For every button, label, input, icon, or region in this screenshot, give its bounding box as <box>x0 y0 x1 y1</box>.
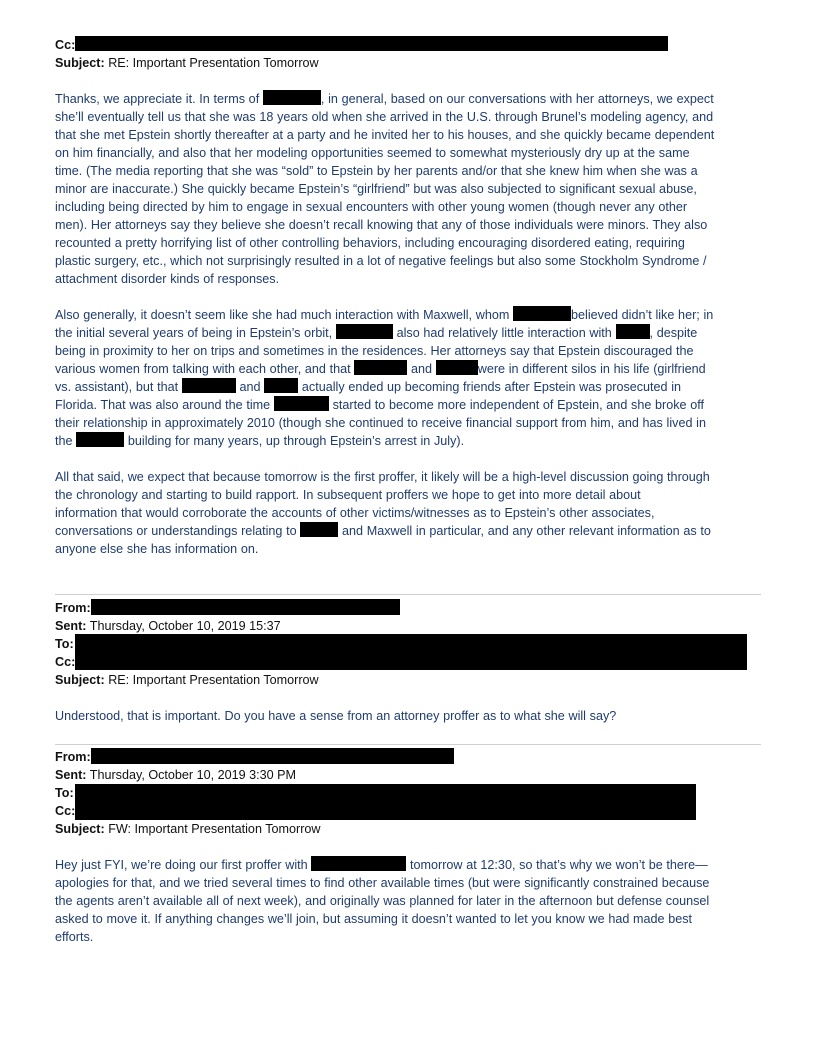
body-line <box>55 90 763 108</box>
from-label: From: <box>55 601 91 615</box>
text-run: their relationship in approximately 2010 (though she continued to receive financial support from him, and has lived in <box>55 416 706 430</box>
body-paragraph-1 <box>55 90 763 288</box>
text-run: the chronology and starting to build rapport. In subsequent proffers we hope to get into more detail about <box>55 488 641 502</box>
text-run: recounted a pretty horrifying list of other controlling behaviors, including encouraging disordered eating, requiring <box>55 236 685 250</box>
text-run: , despite <box>649 326 698 340</box>
from-label: From: <box>55 750 91 764</box>
body-line <box>55 360 763 378</box>
body-line <box>55 910 763 928</box>
body-line <box>55 270 763 288</box>
sent-label: Sent: <box>55 768 87 782</box>
text-run: tomorrow at 12:30, so that’s why we won’t be there— <box>406 858 708 872</box>
body-line <box>55 504 763 522</box>
redaction <box>91 599 400 615</box>
body-line <box>55 928 763 946</box>
text-run: vs. assistant), but that <box>55 380 182 394</box>
text-run: Hey just FYI, we’re doing our first proffer with <box>55 858 312 872</box>
redaction <box>75 36 668 51</box>
text-run: the <box>55 434 77 448</box>
text-run: and Maxwell in particular, and any other relevant information as to <box>338 524 711 538</box>
body-line <box>55 874 763 892</box>
redaction <box>436 360 478 375</box>
body-line <box>55 396 763 414</box>
sent-line <box>55 617 281 635</box>
text-run: also had relatively little interaction with <box>392 326 616 340</box>
text-run: building for many years, up through Epstein’s arrest in July). <box>124 434 465 448</box>
text-run: actually ended up becoming friends after Epstein was prosecuted in <box>298 380 682 394</box>
subject-line <box>55 820 321 838</box>
body-line <box>55 108 763 126</box>
subject-label: Subject: <box>55 822 105 836</box>
subject-value: RE: Important Presentation Tomorrow <box>108 56 319 70</box>
text-run: Florida. That was also around the time <box>55 398 274 412</box>
body-line <box>55 162 763 180</box>
redaction <box>76 432 124 447</box>
text-run: on him financially, and also that her modeling opportunities seemed to somewhat mysteriously dry up at the same <box>55 146 690 160</box>
text-run: Thanks, we appreciate it. In terms of <box>55 92 263 106</box>
text-run: were in different silos in his life (girlfriend <box>477 362 706 376</box>
to-label: To: <box>55 637 74 651</box>
cc-label: Cc: <box>55 804 76 818</box>
text-run: conversations or understandings relating to <box>55 524 301 538</box>
body-line <box>55 180 763 198</box>
text-run: efforts. <box>55 930 94 944</box>
body-line <box>55 198 763 216</box>
subject-label: Subject: <box>55 56 105 70</box>
text-run: being in proximity to her on trips and sometimes in the residences. Her attorneys say that Epstein discouraged the <box>55 344 694 358</box>
text-run: and <box>235 380 265 394</box>
body-line <box>55 378 763 396</box>
redaction <box>264 378 298 393</box>
text-run: asked to move it. If anything changes we’ll join, but assuming it doesn’t wanted to let you know we had made best <box>55 912 693 926</box>
cc-label: Cc: <box>55 655 76 669</box>
body-line <box>55 414 763 432</box>
cc-label: Cc: <box>55 38 76 52</box>
body-paragraph-3 <box>55 468 763 558</box>
body-line <box>55 306 763 324</box>
text-run: that she met Epstein shortly thereafter at a party and he invited her to his houses, and she quickly became dependent <box>55 128 715 142</box>
body-line <box>55 432 763 450</box>
subject-value: FW: Important Presentation Tomorrow <box>108 822 321 836</box>
body-line <box>55 522 763 540</box>
redaction <box>513 306 571 321</box>
to-label: To: <box>55 786 74 800</box>
text-run: she’ll eventually tell us that she was 18 years old when she arrived in the U.S. through Brunel’s modeling agency, and <box>55 110 714 124</box>
cc-line <box>55 36 75 54</box>
text-run: apologies for that, and we tried several times to find other available times (but were significantly constrained because <box>55 876 710 890</box>
body-line: Understood, that is important. Do you have a sense from an attorney proffer as to what she will say? <box>55 709 617 723</box>
text-run: men). Her attorneys say they believe she doesn’t recall knowing that any of those individuals were minors. They also <box>55 218 708 232</box>
text-run: Also generally, it doesn’t seem like she had much interaction with Maxwell, whom <box>55 308 514 322</box>
subject-value: RE: Important Presentation Tomorrow <box>108 673 319 687</box>
redaction <box>311 856 406 871</box>
text-run: various women from talking with each other, and that <box>55 362 355 376</box>
text-run: started to become more independent of Epstein, and she broke off <box>328 398 704 412</box>
text-run: the agents aren’t available all of next week), and originally was planned for later in the afternoon but defense counsel <box>55 894 710 908</box>
subject-line <box>55 54 319 72</box>
text-run: attachment disorder kinds of responses. <box>55 272 280 286</box>
sent-value: Thursday, October 10, 2019 3:30 PM <box>89 768 297 782</box>
email3-body <box>55 856 763 946</box>
body-line <box>55 540 763 558</box>
sent-value: Thursday, October 10, 2019 15:37 <box>89 619 281 633</box>
body-paragraph-2 <box>55 306 763 450</box>
sent-line <box>55 766 296 784</box>
divider <box>55 594 761 595</box>
body-line <box>55 342 763 360</box>
redaction <box>300 522 338 537</box>
body-line <box>55 486 763 504</box>
body-line <box>55 234 763 252</box>
body-line <box>55 468 763 486</box>
body-line <box>55 252 763 270</box>
subject-label: Subject: <box>55 673 105 687</box>
text-run: , in general, based on our conversations with her attorneys, we expect <box>320 92 714 106</box>
text-run: time. (The media reporting that she was “sold” to Epstein by her parents and/or that she knew him when she was a <box>55 164 698 178</box>
redaction <box>274 396 329 411</box>
cc-line <box>55 802 75 820</box>
text-run: believed didn’t like her; in <box>571 308 714 322</box>
text-run: information that would corroborate the accounts of other victims/witnesses as to Epstein’s other associates, <box>55 506 655 520</box>
text-run: anyone else she has information on. <box>55 542 259 556</box>
text-run: plastic surgery, etc., which not surprisingly resulted in a lot of negative feelings but also some Stockholm Syndrome / <box>55 254 707 268</box>
redaction <box>263 90 321 105</box>
redaction <box>354 360 407 375</box>
to-line <box>55 635 74 653</box>
text-run: minor are inaccurate.) She quickly became Epstein’s “girlfriend” but was also subjected to significant sexual abuse, <box>55 182 697 196</box>
from-line <box>55 748 91 766</box>
sent-label: Sent: <box>55 619 87 633</box>
divider <box>55 744 761 745</box>
email2-body <box>55 707 763 725</box>
text-run: and <box>407 362 436 376</box>
body-line <box>55 144 763 162</box>
text-run: All that said, we expect that because tomorrow is the first proffer, it likely will be a high-level discussion going through <box>55 470 710 484</box>
text-run: the initial several years of being in Epstein’s orbit, <box>55 326 336 340</box>
redaction <box>75 634 747 670</box>
redaction <box>182 378 236 393</box>
cc-line <box>55 653 75 671</box>
body-line <box>55 892 763 910</box>
body-line <box>55 324 763 342</box>
to-line <box>55 784 74 802</box>
redaction <box>336 324 393 339</box>
redaction <box>91 748 454 764</box>
body-line <box>55 216 763 234</box>
body-line <box>55 126 763 144</box>
redaction <box>75 784 696 820</box>
from-line <box>55 599 91 617</box>
subject-line <box>55 671 319 689</box>
redaction <box>616 324 650 339</box>
body-line <box>55 856 763 874</box>
text-run: including being directed by him to engage in sexual encounters with other young women (though never any other <box>55 200 688 214</box>
